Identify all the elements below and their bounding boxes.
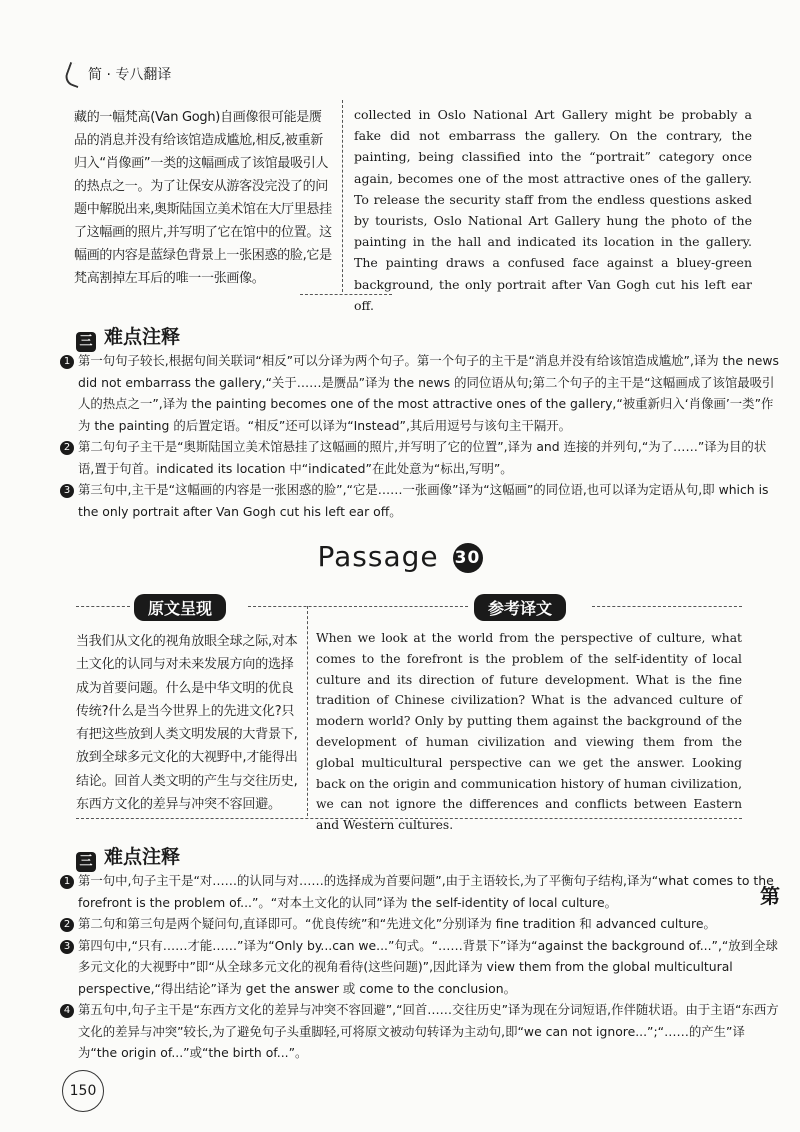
english-text-continued: collected in Oslo National Art Gallery might be probably a fake did not embarrass the gallery. On the contrary, the painting, being classified into the “portrait” category once again, becomes one of the most attractive ones of the gallery. To release the security staff from the endless questions asked by tourists, Oslo National Art Gallery hung the photo of the painting in the hall and indicated its location in the gallery. The painting draws a confused face against a bluey-green background, the only portrait after Van Gogh cut his left ear off. [354,107,752,313]
bracket-ornament-icon [63,62,86,88]
notes-list-2 [58,870,780,1064]
passage-bottom-line [76,818,742,819]
section-heading-notes-1: 三 难点注释 [76,322,180,352]
note-number-2: 2 [60,918,74,932]
note-item: 1 第一句中,句子主干是“对……的认同与对……的选择成为首要问题”,由于主语较长,为了平衡句子结构,译为“what comes to the forefront is the problem of...”。“对本土文化的认同”译为 the self-identity of local culture。 [58,870,780,913]
note-number-2: 2 [60,441,74,455]
passage-english-text: When we look at the world from the perspective of culture, what comes to the forefront is the problem of the self-identity of local culture and its direction of future development. What is the fine tradition of Chinese civilization? What is the advanced culture of modern world? Only by putting them against the background of the development of human civilization and viewing them from the global multicultural perspective can we get the answer. Looking back on the origin and communication history of human civilization, we can not ignore the differences and conflicts between Eastern and Western cultures. [316,631,742,833]
translation-tag: 参考译文 [474,594,566,621]
passage-number: 30 [453,543,483,573]
continued-passage-block [74,100,752,313]
note-item: 2 第二句句子主干是“奥斯陆国立美术馆悬挂了这幅画的照片,并写明了它的位置”,译为 and 连接的并列句,“为了……”译为目的状语,置于句首。indicated its location 中“indicated”在此处意为“标出,写明”。 [58,436,780,479]
column-divider-2 [307,606,308,816]
running-header [66,64,171,86]
passage-heading: Passage 30 [0,540,800,573]
note-number-1: 1 [60,875,74,889]
note-item: 3 第三句中,主干是“这幅画的内容是一张困惑的脸”,“它是……一张画像”译为“这幅画”的同位语,也可以译为定语从句,即 which is the only portrait after Van Gogh cut his left ear off。 [58,479,780,522]
page-number: 150 [62,1070,104,1112]
side-margin-mark: 第 [760,884,780,908]
section-icon: 三 [76,852,96,872]
tag-line-left [76,606,130,607]
tag-line-middle [248,606,468,607]
note-item: 3 第四句中,“只有……才能……”译为“Only by...can we...”句式。“……背景下”译为“against the background of...”,“放到全球多元文化的大视野中”即“从全球多元文化的视角看待(这些问题)”,因此译为 view them from the global multicultural perspective,“得出结论”译为 get the answer 或 come to the conclusion。 [58,935,780,1000]
note-number-3: 3 [60,484,74,498]
note-item: 2 第二句和第三句是两个疑问句,直译即可。“优良传统”和“先进文化”分别译为 fine tradition 和 advanced culture。 [58,913,780,935]
notes-list-1 [58,350,780,522]
divider-tick [300,294,392,295]
note-number-3: 3 [60,940,74,954]
tag-line-right [592,606,742,607]
note-number-4: 4 [60,1004,74,1018]
note-item: 1 第一句句子较长,根据句间关联词“相反”可以分译为两个句子。第一个句子的主干是“消息并没有给该馆造成尴尬”,译为 the news did not embarrass the gallery,“关于……是赝品”译为 the news 的同位语从句;第二个句子的主干是“这幅画成了该馆最吸引人的热点之一”,译为 the painting becomes one of the most attractive ones of the gallery,“被重新归入‘肖像画’一类”作为 the painting 的后置定语。“相反”还可以译为“Instead”,其后用逗号与该句主干隔开。 [58,350,780,436]
passage-chinese-text: 当我们从文化的视角放眼全球之际,对本土文化的认同与对未来发展方向的选择成为首要问题。什么是中华文明的优良传统?什么是当今世界上的先进文化?只有把这些放到人类文明发展的大背景下,放到全球多元文化的大视野中,才能得出结论。回首人类文明的产生与交往历史,东西方文化的差异与冲突不容回避。 [76,634,298,813]
column-divider [342,100,343,292]
section-heading-notes-2: 三 难点注释 [76,842,180,872]
section-icon: 三 [76,332,96,352]
note-number-1: 1 [60,355,74,369]
chinese-text-continued: 藏的一幅梵高(Van Gogh)自画像很可能是赝品的消息并没有给该馆造成尴尬,相反,被重新归入“肖像画”一类的这幅画成了该馆最吸引人的热点之一。为了让保安从游客没完没了的问题中解脱出来,奥斯陆国立美术馆在大厅里悬挂了这幅画的照片,并写明了它在馆中的位置。这幅画的内容是蓝绿色背景上一张困惑的脸,它是梵高割掉左耳后的唯一一张画像。 [74,110,332,286]
original-text-tag: 原文呈现 [134,594,226,621]
header-title: 简 · 专八翻译 [88,67,172,83]
note-item: 4 第五句中,句子主干是“东西方文化的差异与冲突不容回避”,“回首……交往历史”译为现在分词短语,作伴随状语。由于主语“东西方文化的差异与冲突”较长,为了避免句子头重脚轻,可将原文被动句转译为主动句,即“we can not ignore...”;“……的产生”译为“the origin of...”或“the birth of...”。 [58,999,780,1064]
